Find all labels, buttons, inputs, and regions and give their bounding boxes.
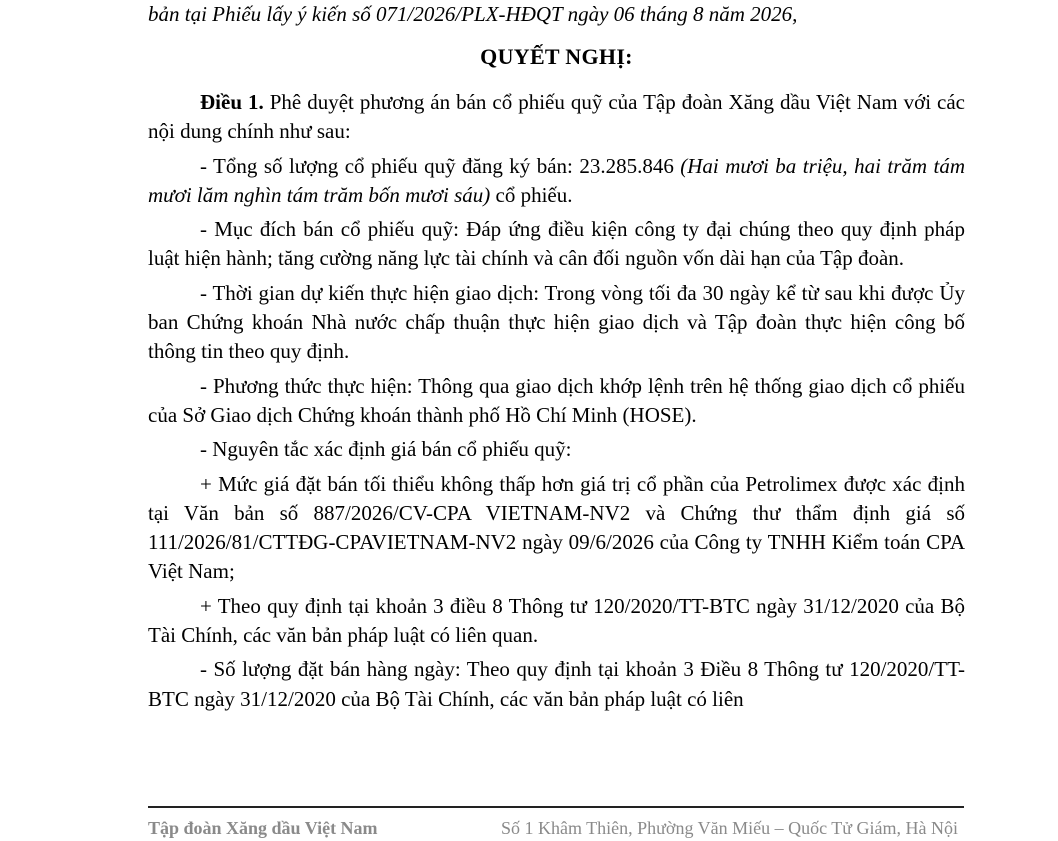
total-shares-paragraph [148,152,965,211]
footer-address: Số 1 Khâm Thiên, Phường Văn Miếu – Quốc Tử Giám, Hà Nội [501,818,958,838]
min-price-paragraph: + Mức giá đặt bán tối thiểu không thấp hơn giá trị cổ phần của Petrolimex được xác định tại Văn bản số 887/2026/CV-CPA VIETNAM-NV2 và Chứng thư thẩm định giá số 111/2026/81/CTTĐG-CPAVIETNAM-NV2 ngày 09/6/2026 của Công ty TNHH Kiểm toán CPA Việt Nam; [148,471,965,584]
method-paragraph: - Phương thức thực hiện: Thông qua giao dịch khớp lệnh trên hệ thống giao dịch cổ phiếu của Sở Giao dịch Chứng khoán thành phố Hồ Chí Minh (HOSE). [148,373,965,427]
total-shares-in-words: (Hai mươi ba triệu, hai trăm tám mươi lăm nghìn tám trăm bốn mươi sáu) [148,153,965,207]
pricing-principle-paragraph: - Nguyên tắc xác định giá bán cổ phiếu quỹ: [200,437,572,462]
timing-paragraph: - Thời gian dự kiến thực hiện giao dịch: Trong vòng tối đa 30 ngày kể từ sau khi được Ủy ban Chứng khoán Nhà nước chấp thuận thực hiện giao dịch và Tập đoàn thực hiện công bố thông tin theo quy định. [148,280,965,364]
resolution-heading: QUYẾT NGHỊ: [480,44,633,69]
total-shares-text: - Tổng số lượng cổ phiếu quỹ đăng ký bán: 23.285.846 [200,153,681,178]
footer-company-name: Tập đoàn Xăng dầu Việt Nam [148,818,378,838]
purpose-paragraph: - Mục đích bán cổ phiếu quỹ: Đáp ứng điều kiện công ty đại chúng theo quy định pháp luật hiện hành; tăng cường năng lực tài chính và cân đối nguồn vốn dài hạn của Tập đoàn. [148,217,965,271]
preamble-line: bản tại Phiếu lấy ý kiến số 071/2026/PLX-HĐQT ngày 06 tháng 8 năm 2026, [148,2,798,26]
document-body [148,88,965,714]
regulation-paragraph: + Theo quy định tại khoản 3 điều 8 Thông tư 120/2020/TT-BTC ngày 31/12/2020 của Bộ Tài Chính, các văn bản pháp luật có liên quan. [148,593,965,648]
article-1-label: Điều 1. [200,90,264,114]
article-1-paragraph [148,88,965,147]
article-1-text: Phê duyệt phương án bán cổ phiếu quỹ của Tập đoàn Xăng dầu Việt Nam với các nội dung chính như sau: [148,90,965,144]
footer-divider [148,806,964,808]
total-shares-tail: cổ phiếu. [490,182,573,207]
daily-volume-paragraph: - Số lượng đặt bán hàng ngày: Theo quy định tại khoản 3 Điều 8 Thông tư 120/2020/TT-BTC ngày 31/12/2020 của Bộ Tài Chính, các văn bản pháp luật có liên [148,657,965,711]
